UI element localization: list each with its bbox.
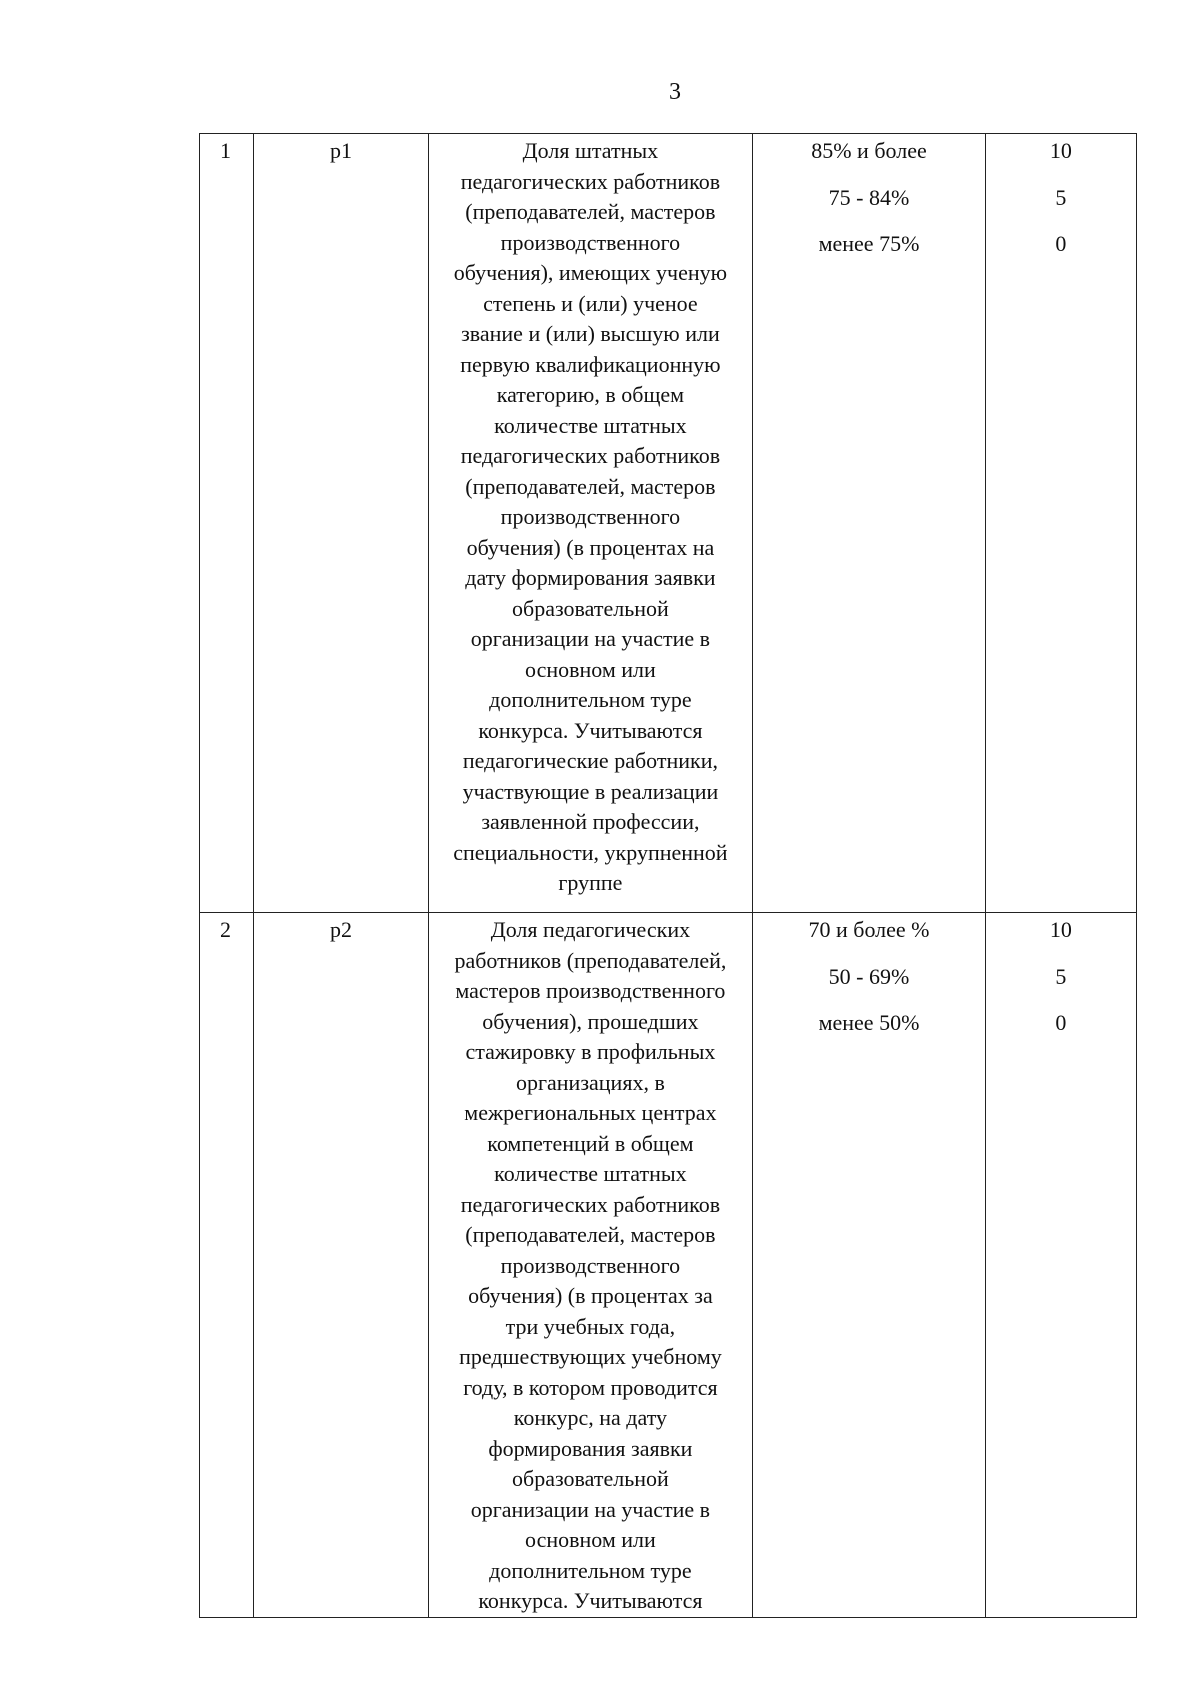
description-line: конкурс, на дату bbox=[513, 1405, 668, 1430]
description-line: обучения) (в процентах за bbox=[468, 1283, 713, 1308]
description-line: организации на участие в bbox=[470, 1496, 711, 1522]
points-option: 0 bbox=[1055, 231, 1067, 256]
criterion-code: p2 bbox=[254, 913, 428, 1618]
description-line: педагогических работников bbox=[460, 168, 721, 194]
description-line: категорию, в общем bbox=[496, 382, 685, 407]
description-line: образовательной bbox=[512, 1466, 669, 1491]
description-line: работников (преподавателей, bbox=[454, 947, 727, 973]
description-line: основном или bbox=[525, 1527, 656, 1552]
value-option: 70 и более % bbox=[808, 917, 930, 942]
description-line: году, в котором проводится bbox=[463, 1374, 718, 1400]
description-line: производственного bbox=[500, 1252, 681, 1278]
value-option: 75 - 84% bbox=[828, 184, 910, 210]
description-line: три учебных года, bbox=[505, 1313, 676, 1339]
row-number: 2 bbox=[200, 913, 254, 1618]
criterion-values bbox=[753, 134, 986, 913]
points-option: 5 bbox=[1055, 184, 1067, 210]
description-line: педагогических работников bbox=[460, 1191, 721, 1217]
description-line: Доля штатных bbox=[522, 138, 659, 163]
criterion-points bbox=[985, 134, 1136, 913]
description-line: участвующие в реализации bbox=[462, 778, 719, 804]
criterion-description bbox=[428, 913, 752, 1618]
description-line: дополнительном туре bbox=[489, 687, 692, 712]
table-row bbox=[200, 913, 1137, 1618]
value-option: менее 50% bbox=[818, 1010, 920, 1035]
description-line: группе bbox=[558, 870, 623, 895]
description-line: предшествующих учебному bbox=[459, 1344, 722, 1369]
description-line: мастеров производственного bbox=[455, 978, 726, 1003]
description-line: конкурса. Учитываются bbox=[478, 1588, 703, 1613]
description-line: заявленной профессии, bbox=[481, 809, 700, 834]
points-option: 5 bbox=[1055, 963, 1067, 989]
description-line: педагогических работников bbox=[460, 443, 721, 468]
description-line: степень и (или) ученое bbox=[483, 290, 698, 316]
description-line: межрегиональных центрах bbox=[464, 1100, 717, 1125]
value-option: 85% и более bbox=[811, 138, 927, 163]
description-line: конкурса. Учитываются bbox=[478, 717, 703, 743]
criterion-description bbox=[428, 134, 752, 913]
description-line: основном или bbox=[525, 656, 656, 682]
criterion-code: p1 bbox=[254, 134, 428, 913]
description-line: дополнительном туре bbox=[489, 1557, 692, 1583]
description-line: организации на участие в bbox=[470, 626, 711, 651]
description-line: (преподавателей, мастеров bbox=[465, 199, 716, 224]
table-row bbox=[200, 134, 1137, 913]
description-line: обучения), прошедших bbox=[482, 1008, 699, 1034]
criteria-table bbox=[199, 133, 1137, 1618]
description-line: (преподавателей, мастеров bbox=[465, 1222, 716, 1247]
criterion-values bbox=[753, 913, 986, 1618]
description-line: стажировку в профильных bbox=[465, 1039, 716, 1064]
description-line: (преподавателей, мастеров bbox=[465, 473, 716, 499]
points-option: 10 bbox=[1049, 917, 1072, 942]
description-line: дату формирования заявки bbox=[465, 565, 716, 590]
description-line: производственного bbox=[500, 504, 681, 529]
page-number: 3 bbox=[669, 79, 681, 105]
points-option: 10 bbox=[1049, 138, 1072, 163]
criterion-points bbox=[985, 913, 1136, 1618]
value-option: менее 75% bbox=[818, 231, 920, 256]
description-line: звание и (или) высшую или bbox=[461, 321, 720, 346]
description-line: педагогические работники, bbox=[462, 748, 718, 773]
row-number: 1 bbox=[200, 134, 254, 913]
description-line: количестве штатных bbox=[494, 412, 687, 438]
description-line: первую квалификационную bbox=[460, 351, 721, 377]
description-line: обучения) (в процентах на bbox=[466, 534, 715, 560]
points-option: 0 bbox=[1055, 1010, 1067, 1035]
value-option: 50 - 69% bbox=[828, 963, 910, 989]
description-line: обучения), имеющих ученую bbox=[453, 260, 728, 285]
description-line: образовательной bbox=[512, 595, 669, 621]
description-line: специальности, укрупненной bbox=[453, 839, 728, 865]
description-line: количестве штатных bbox=[494, 1161, 687, 1186]
description-line: производственного bbox=[500, 229, 681, 255]
description-line: Доля педагогических bbox=[490, 917, 691, 942]
description-line: организациях, в bbox=[515, 1069, 665, 1095]
description-line: компетенций в общем bbox=[487, 1130, 694, 1156]
description-line: формирования заявки bbox=[488, 1435, 693, 1461]
